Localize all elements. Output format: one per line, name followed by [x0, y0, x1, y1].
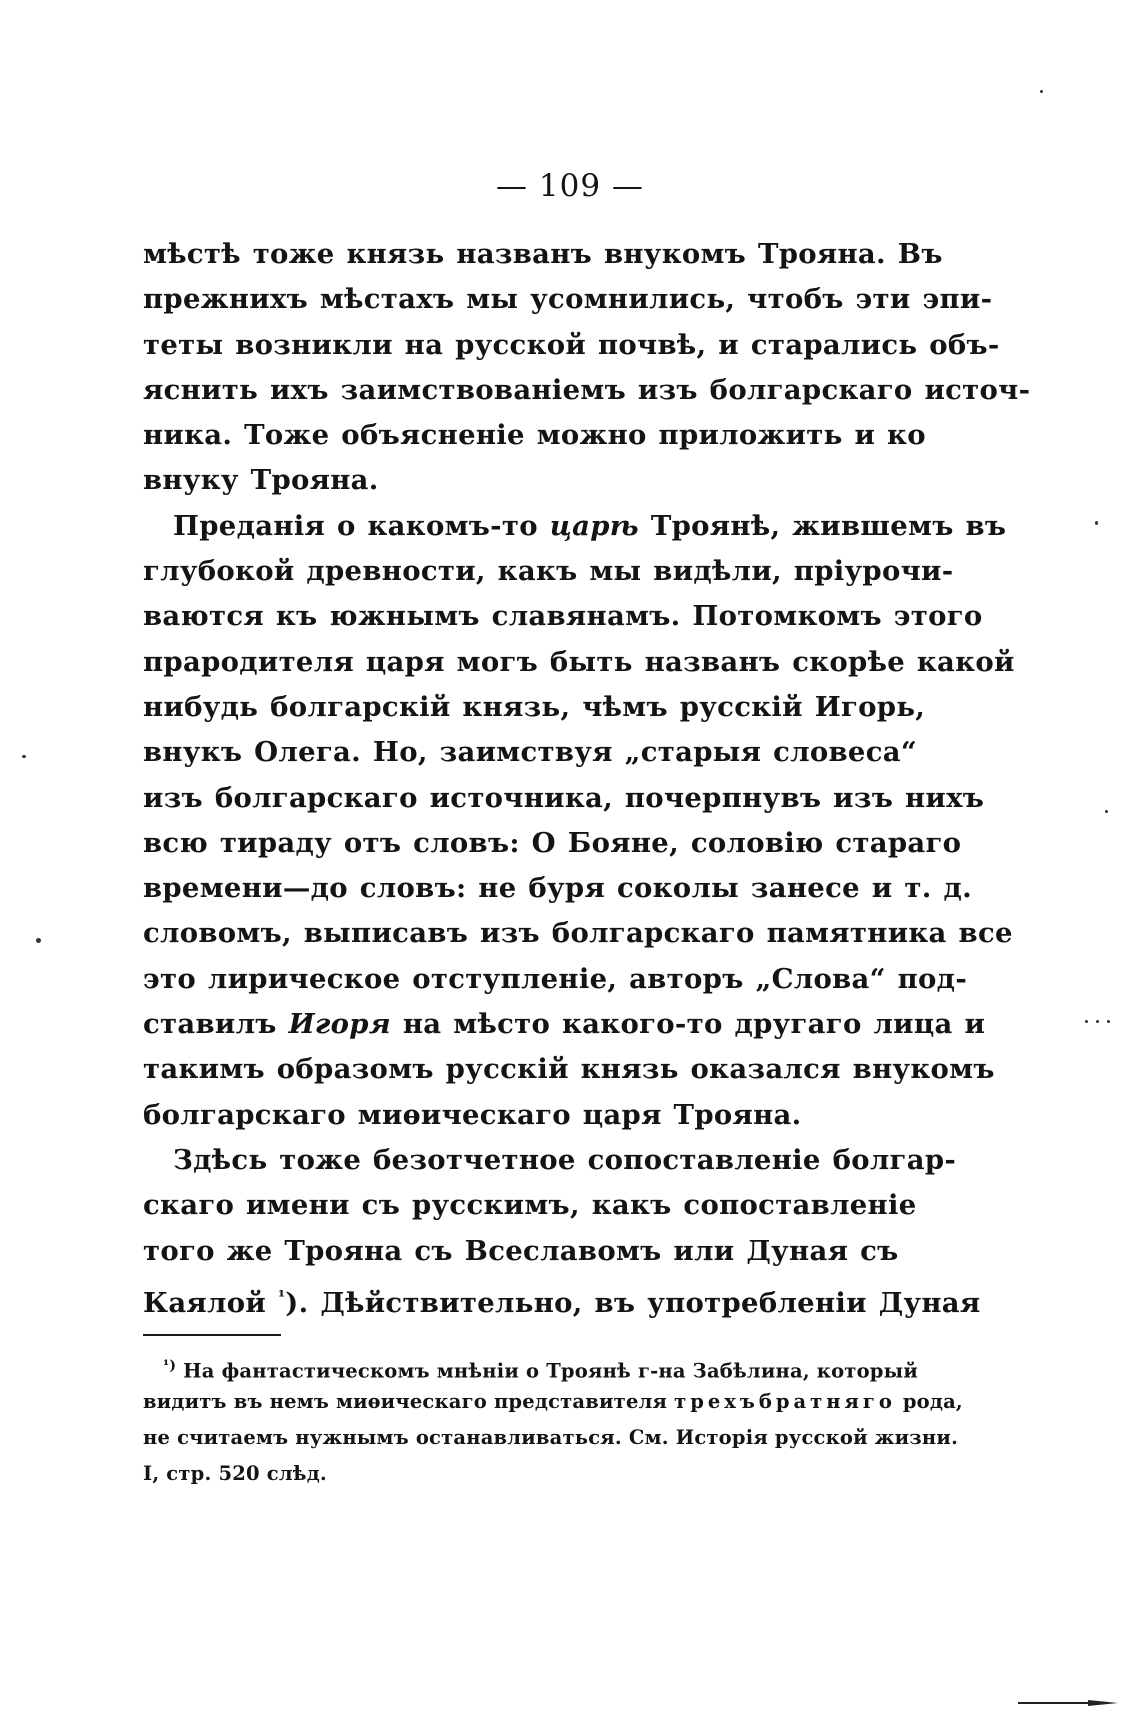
text-segment: Каялой — [143, 1286, 267, 1319]
footnote-line: I, стр. 520 слѣд. — [143, 1462, 327, 1485]
page-number: — 109 — — [496, 168, 644, 204]
text-line: изъ болгарскаго источника, почерпнувъ изъ нихъ — [143, 781, 985, 814]
body-text — [143, 232, 1031, 1319]
footnote-marker: ¹) — [163, 1358, 177, 1374]
text-segment: ). Дѣйствительно, въ употребленіи Дуная — [285, 1286, 981, 1319]
text-segment: Троянѣ, жившемъ въ — [650, 509, 1007, 542]
scan-speck — [1040, 90, 1043, 93]
text-line-mixed — [143, 1002, 986, 1047]
scan-speck — [36, 938, 41, 943]
text-line: словомъ, выписавъ изъ болгарскаго памятника все — [143, 917, 1013, 950]
text-line: глубокой древности, какъ мы видѣли, пріурочи- — [143, 555, 954, 588]
footnote-spaced-word: трехъбратняго — [674, 1390, 896, 1413]
text-segment: ставилъ — [143, 1008, 277, 1041]
italic-word: Игоря — [288, 1008, 391, 1041]
text-line: это лирическое отступленіе, авторъ „Слова“ под- — [143, 962, 968, 995]
text-line: скаго имени съ русскимъ, какъ сопоставленіе — [143, 1189, 917, 1222]
scan-speck — [1096, 1020, 1099, 1023]
scan-speck — [22, 755, 26, 758]
footnote — [143, 1348, 963, 1492]
text-segment: Преданія о какомъ-то — [173, 509, 538, 542]
text-line: теты возникли на русской почвѣ, и старались объ- — [143, 328, 1000, 361]
text-line: прародителя царя могъ быть названъ скорѣе какой — [143, 645, 1015, 678]
text-line: нибудь болгарскій князь, чѣмъ русскій Игорь, — [143, 690, 926, 723]
footnote-text: На фантастическомъ мнѣніи о Троянѣ г-на Забѣлина, который — [183, 1359, 919, 1383]
footnote-divider — [143, 1334, 281, 1336]
footnote-line — [143, 1384, 963, 1420]
text-line: болгарскаго миѳическаго царя Трояна. — [143, 1098, 802, 1131]
text-segment: на мѣсто какого-то другаго лица и — [402, 1008, 986, 1041]
text-line: мѣстѣ тоже князь названъ внукомъ Трояна. Въ — [143, 238, 943, 270]
footnote-text: видитъ въ немъ миѳическаго представителя — [143, 1390, 668, 1413]
footnote-reference: ¹ — [277, 1286, 286, 1306]
text-line: внуку Трояна. — [143, 464, 379, 497]
footnote-text: рода, — [902, 1390, 963, 1413]
text-line: ника. Тоже объясненіе можно приложить и ко — [143, 419, 926, 452]
text-line: прежнихъ мѣстахъ мы усомнились, чтобъ эти эпи- — [143, 283, 993, 316]
scan-speck — [1095, 521, 1098, 525]
text-line: Здѣсь тоже безотчетное сопоставленіе болгар- — [173, 1143, 957, 1176]
scan-speck — [1107, 1020, 1110, 1023]
text-line: внукъ Олега. Но, заимствуя „старыя словеса“ — [143, 736, 918, 769]
scan-speck — [1085, 1020, 1088, 1023]
text-line: всю тираду отъ словъ: О Бояне, соловію стараго — [143, 826, 962, 859]
text-line: яснить ихъ заимствованіемъ изъ болгарскаго источ- — [143, 373, 1031, 406]
footnote-line: не считаемъ нужнымъ останавливаться. См. Исторія русской жизни. — [143, 1426, 959, 1449]
text-line: времени—до словъ: не буря соколы занесе и т. д. — [143, 872, 972, 905]
page-turn-arrow-icon — [1018, 1700, 1118, 1706]
text-line-mixed — [143, 1274, 981, 1319]
italic-word: царѣ — [549, 509, 639, 542]
text-line: такимъ образомъ русскій князь оказался внукомъ — [143, 1053, 995, 1086]
text-line: того же Трояна съ Всеславомъ или Дуная съ — [143, 1234, 899, 1267]
footnote-line — [143, 1348, 919, 1384]
text-line-mixed — [143, 504, 1007, 549]
text-line: ваются къ южнымъ славянамъ. Потомкомъ этого — [143, 600, 983, 633]
scan-speck — [1105, 810, 1108, 813]
